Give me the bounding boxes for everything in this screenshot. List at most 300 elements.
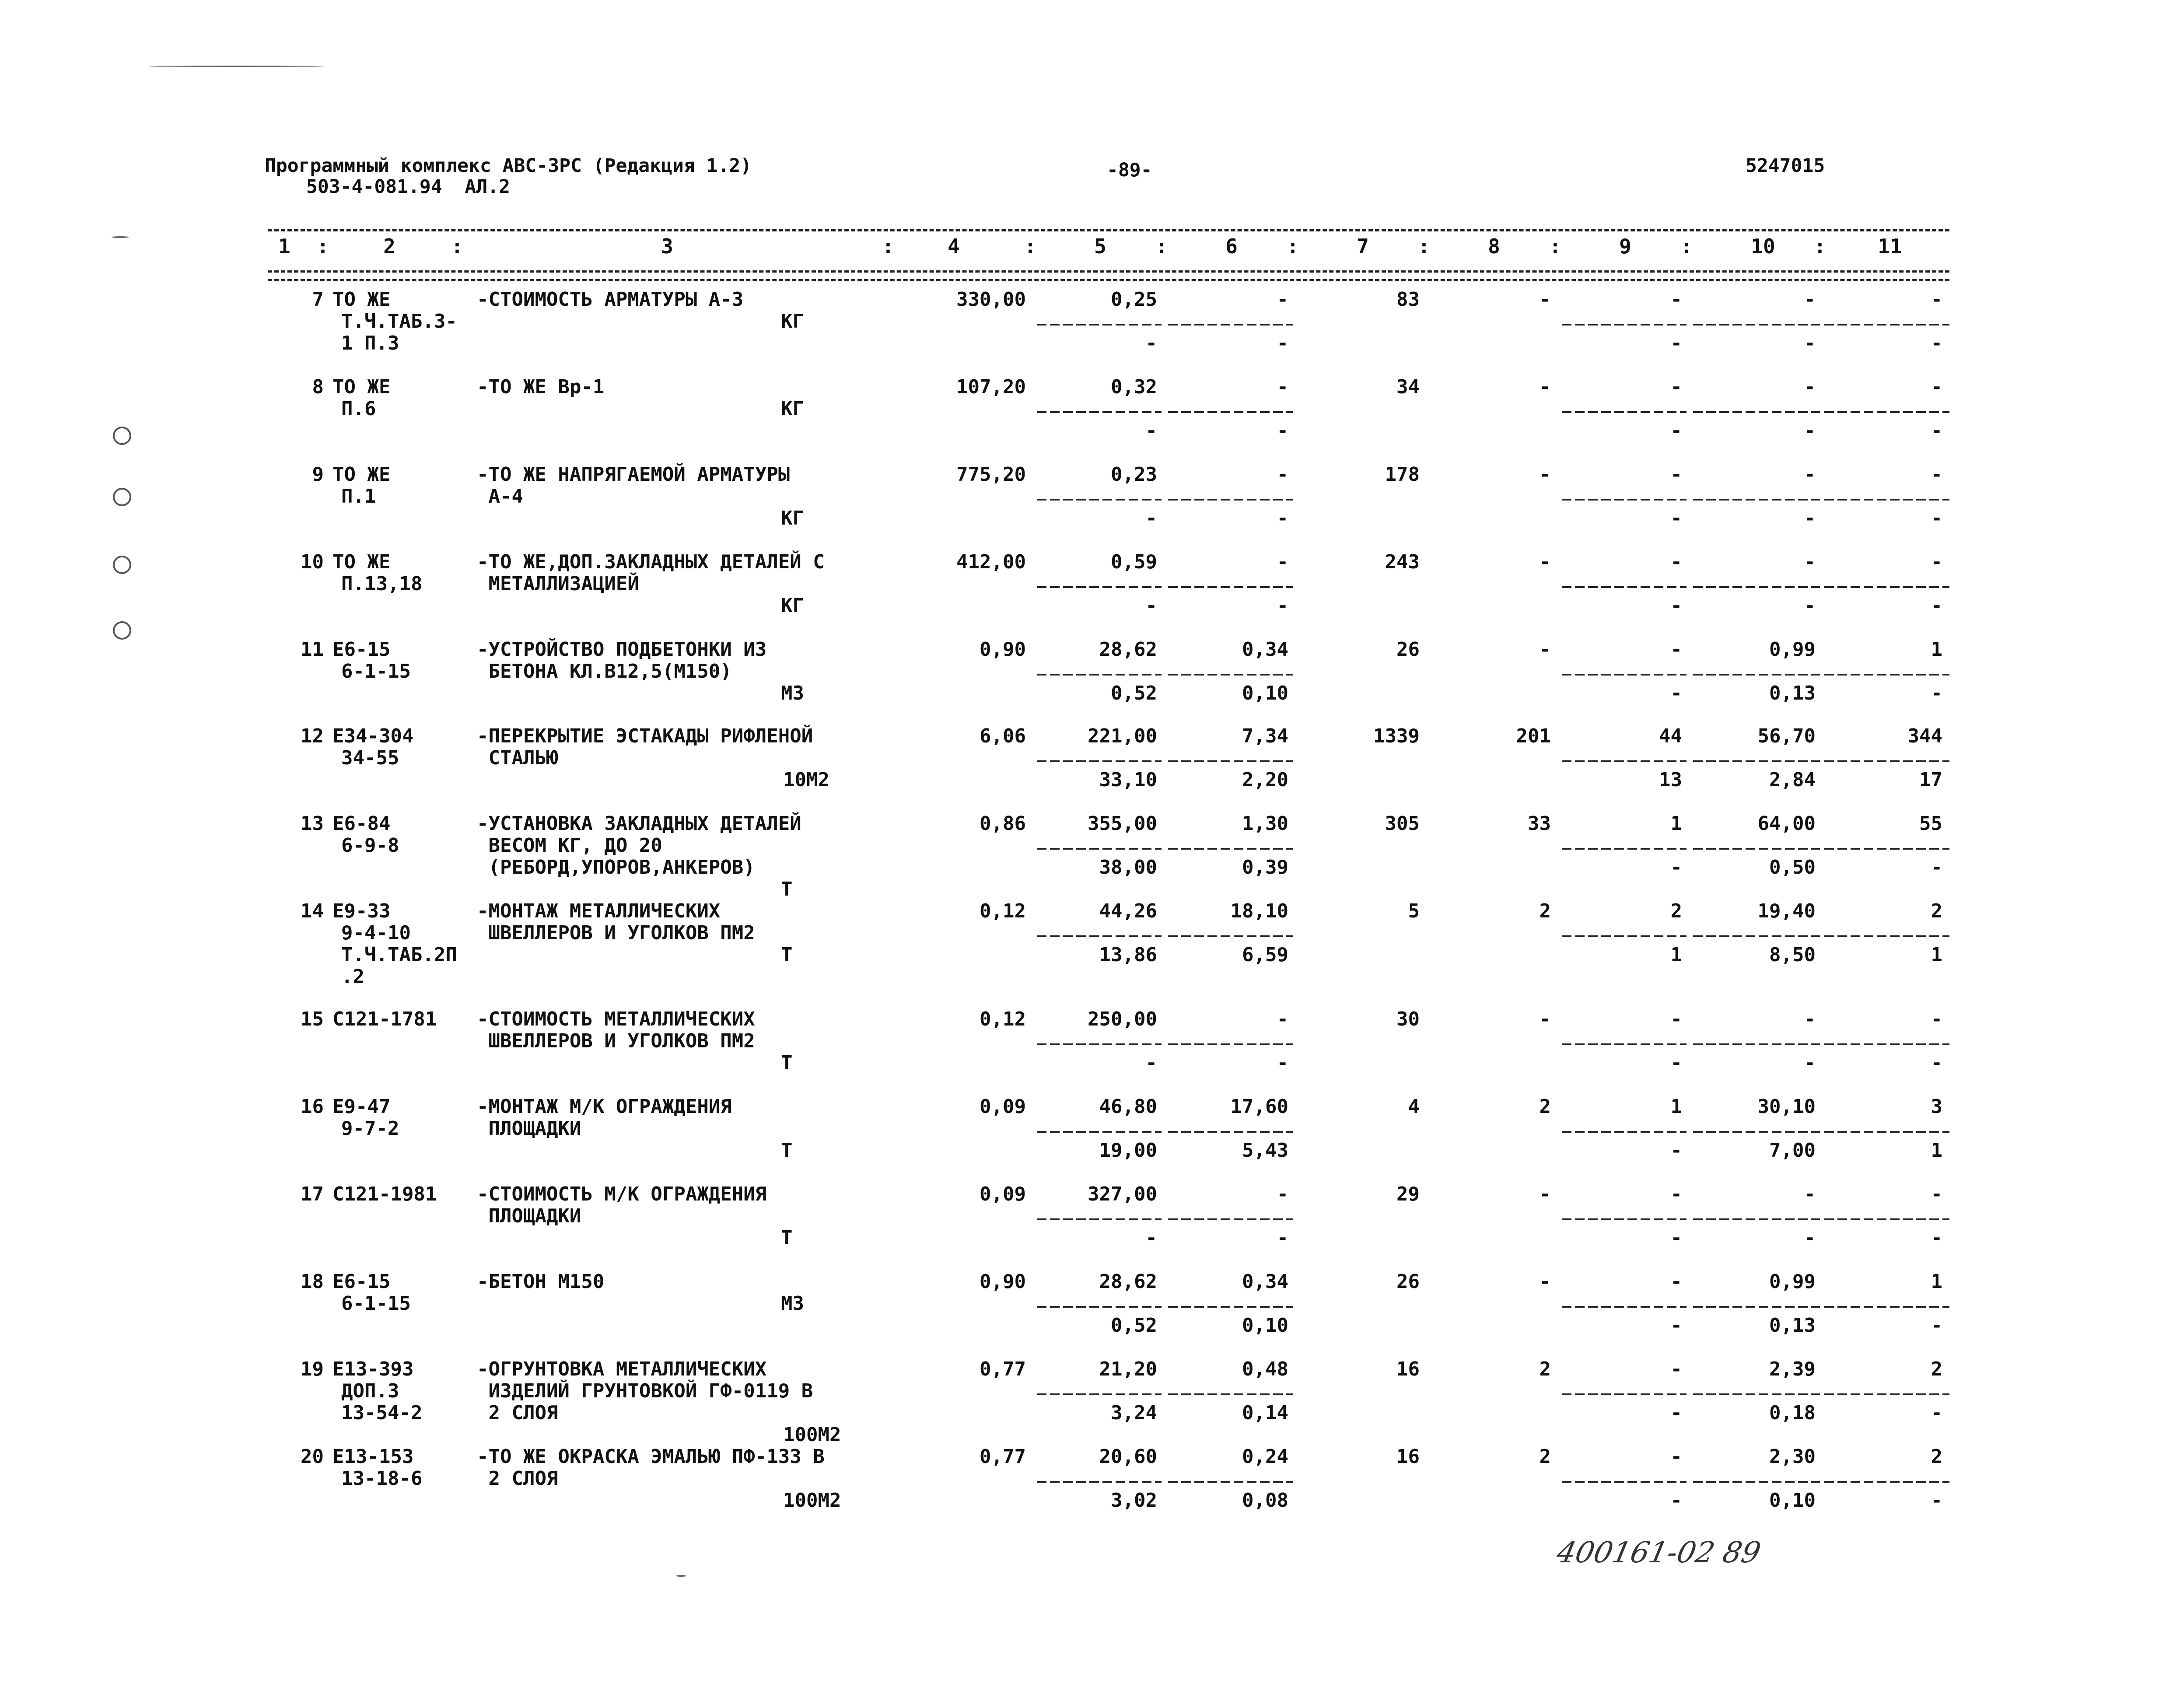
value-c10: 2,39 (1769, 1358, 1816, 1380)
value-c5b: 0,52 (1111, 1314, 1157, 1337)
value-c6: - (1277, 551, 1288, 573)
value-c10b: 0,10 (1769, 1489, 1816, 1512)
value-c11: - (1931, 1008, 1942, 1030)
binding-hole (113, 556, 131, 574)
value-c10: 2,30 (1769, 1446, 1816, 1468)
value-c7: 83 (1396, 288, 1420, 311)
value-c5b: - (1145, 507, 1157, 529)
value-c7: 16 (1396, 1358, 1420, 1380)
norm-code: ТО ЖЕ (332, 551, 391, 573)
work-description: ПЛОЩАДКИ (477, 1117, 581, 1140)
norm-code: 9-7-2 (341, 1117, 399, 1140)
table-row (0, 725, 2180, 813)
work-description: -МОНТАЖ МЕТАЛЛИЧЕСКИХ (477, 900, 721, 922)
value-c9b: - (1670, 332, 1682, 354)
value-c6b: - (1277, 1052, 1288, 1074)
row-number: 14 (301, 900, 324, 922)
value-c9b: - (1670, 682, 1682, 704)
row-number: 7 (312, 288, 324, 311)
value-c10: 64,00 (1757, 812, 1816, 835)
value-c5b: 19,00 (1099, 1139, 1157, 1162)
value-qty: 0,86 (980, 812, 1026, 835)
norm-code: С121-1781 (332, 1008, 437, 1030)
work-description: ШВЕЛЛЕРОВ И УГОЛКОВ ПМ2 (477, 1030, 755, 1052)
value-c9: 44 (1659, 725, 1682, 747)
value-c11b: - (1931, 1227, 1942, 1249)
value-c10b: 7,00 (1769, 1139, 1816, 1162)
value-c5b: 0,52 (1111, 682, 1157, 704)
value-c9b: 13 (1659, 769, 1682, 791)
value-qty: 775,20 (956, 463, 1026, 486)
work-description: 2 СЛОЯ (477, 1402, 558, 1424)
column-separator: : (1155, 234, 1168, 258)
column-header-6: 6 (1225, 234, 1238, 258)
value-c8: 33 (1528, 812, 1551, 835)
value-qty: 0,12 (980, 1008, 1026, 1030)
value-c9b: - (1670, 1402, 1682, 1424)
fraction-lines (0, 289, 2180, 376)
norm-code: ДОП.3 (341, 1380, 399, 1402)
value-c9b: - (1670, 1052, 1682, 1074)
unit-of-measure: М3 (781, 682, 804, 704)
value-c7: 26 (1396, 638, 1420, 661)
value-c11: - (1931, 1183, 1942, 1205)
work-description: -УСТАНОВКА ЗАКЛАДНЫХ ДЕТАЛЕЙ (477, 812, 801, 835)
unit-of-measure: Т (781, 1227, 793, 1249)
row-number: 8 (312, 376, 324, 398)
norm-code: Е6-84 (332, 812, 391, 835)
fraction-lines (0, 639, 2180, 726)
value-c11b: - (1931, 1052, 1942, 1074)
value-c6b: 5,43 (1242, 1139, 1288, 1162)
value-c9: 1 (1670, 1096, 1682, 1118)
value-c7: 4 (1408, 1096, 1420, 1118)
norm-code: .2 (341, 966, 364, 988)
work-description: МЕТАЛЛИЗАЦИЕЙ (477, 573, 639, 595)
value-c10: 30,10 (1757, 1096, 1816, 1118)
value-qty: 0,09 (980, 1096, 1026, 1118)
value-c9b: - (1670, 1227, 1682, 1249)
value-c5b: 33,10 (1099, 769, 1157, 791)
value-c9: - (1670, 376, 1682, 398)
column-separator: : (1287, 234, 1299, 258)
value-c6: - (1277, 288, 1288, 311)
value-c11b: - (1931, 682, 1942, 704)
value-qty: 107,20 (956, 376, 1026, 398)
column-header-9: 9 (1619, 234, 1631, 258)
value-c8: - (1539, 1183, 1551, 1205)
value-c8: - (1539, 551, 1551, 573)
column-header-1: 1 (278, 234, 290, 258)
value-c6b: 0,14 (1242, 1402, 1288, 1424)
value-c5b: 13,86 (1099, 944, 1157, 966)
row-number: 11 (301, 638, 324, 661)
value-c6: 17,60 (1230, 1096, 1288, 1118)
table-row (0, 376, 2180, 464)
norm-code: 9-4-10 (341, 922, 411, 944)
value-c5b: - (1145, 1227, 1157, 1249)
value-c6: - (1277, 1008, 1288, 1030)
value-c8: - (1539, 638, 1551, 661)
fraction-lines (0, 376, 2180, 464)
norm-code: ТО ЖЕ (332, 376, 391, 398)
norm-code: 13-54-2 (341, 1402, 423, 1424)
row-number: 10 (301, 551, 324, 573)
norm-code: Е13-393 (332, 1358, 414, 1380)
value-c9b: - (1670, 595, 1682, 617)
binding-hole (113, 621, 131, 640)
value-c10: - (1804, 463, 1816, 486)
value-c6: 7,34 (1242, 725, 1288, 747)
unit-of-measure: Т (781, 878, 793, 900)
value-c8: - (1539, 376, 1551, 398)
row-number: 20 (301, 1446, 324, 1468)
program-title: Программный комплекс АВС-3РС (Редакция 1.2) (265, 155, 752, 177)
document-number: 5247015 (1746, 155, 1825, 177)
value-c7: 34 (1396, 376, 1420, 398)
value-c10: - (1804, 376, 1816, 398)
work-description: -ТО ЖЕ НАПРЯГАЕМОЙ АРМАТУРЫ (477, 463, 790, 486)
value-c11: 55 (1919, 812, 1942, 835)
column-separator: : (1814, 234, 1826, 258)
column-header-10: 10 (1751, 234, 1775, 258)
value-c7: 1339 (1373, 725, 1420, 747)
work-description: -ТО ЖЕ ОКРАСКА ЭМАЛЬЮ ПФ-133 В (477, 1446, 825, 1468)
value-c10: 0,99 (1769, 1270, 1816, 1293)
value-qty: 0,90 (980, 1270, 1026, 1293)
work-description: ПЛОЩАДКИ (477, 1205, 581, 1227)
work-description: БЕТОНА КЛ.В12,5(М150) (477, 660, 732, 682)
table-row (0, 289, 2180, 376)
row-number: 16 (301, 1096, 324, 1118)
value-c11: 344 (1907, 725, 1942, 747)
value-c10b: - (1804, 1227, 1816, 1249)
unit-of-measure: Т (781, 944, 793, 966)
table-header-rule (268, 270, 1949, 273)
column-separator: : (1024, 234, 1036, 258)
value-c11b: - (1931, 332, 1942, 354)
value-c6: 0,34 (1242, 1270, 1288, 1293)
value-c5: 28,62 (1099, 638, 1157, 661)
value-c8: - (1539, 1270, 1551, 1293)
value-c10b: - (1804, 595, 1816, 617)
fraction-lines (0, 900, 2180, 988)
value-c10: 0,99 (1769, 638, 1816, 661)
column-separator: : (882, 234, 894, 258)
value-c6b: 0,10 (1242, 1314, 1288, 1337)
value-c11: - (1931, 288, 1942, 311)
row-number: 9 (312, 463, 324, 486)
value-c11b: 1 (1931, 944, 1942, 966)
value-qty: 6,06 (980, 725, 1026, 747)
value-c6b: 0,10 (1242, 682, 1288, 704)
table-row (0, 1096, 2180, 1183)
column-header-7: 7 (1357, 234, 1369, 258)
value-qty: 412,00 (956, 551, 1026, 573)
value-c9b: - (1670, 507, 1682, 529)
value-qty: 0,90 (980, 638, 1026, 661)
value-c5b: 3,24 (1111, 1402, 1157, 1424)
value-c9: - (1670, 1270, 1682, 1293)
value-c9: - (1670, 1183, 1682, 1205)
row-number: 13 (301, 812, 324, 835)
value-c9b: - (1670, 1139, 1682, 1162)
value-c11b: - (1931, 1489, 1942, 1512)
column-separator: : (451, 234, 463, 258)
value-qty: 0,09 (980, 1183, 1026, 1205)
table-row (0, 813, 2180, 900)
unit-of-measure: 100М2 (783, 1424, 841, 1446)
value-c9b: - (1670, 1489, 1682, 1512)
value-c11b: - (1931, 1402, 1942, 1424)
value-c9: - (1670, 551, 1682, 573)
value-c5: 250,00 (1088, 1008, 1157, 1030)
norm-code: Е13-153 (332, 1446, 414, 1468)
fraction-lines (0, 464, 2180, 551)
value-c9: - (1670, 288, 1682, 311)
row-number: 18 (301, 1270, 324, 1293)
value-c6b: 6,59 (1242, 944, 1288, 966)
value-c5: 20,60 (1099, 1446, 1157, 1468)
value-c10: 19,40 (1757, 900, 1816, 922)
work-description: -МОНТАЖ М/К ОГРАЖДЕНИЯ (477, 1096, 732, 1118)
value-c8: 2 (1539, 900, 1551, 922)
value-c7: 243 (1385, 551, 1420, 573)
work-description: (РЕБОРД,УПОРОВ,АНКЕРОВ) (477, 856, 755, 878)
value-c10b: 0,13 (1769, 682, 1816, 704)
value-c10: - (1804, 1183, 1816, 1205)
value-c11: - (1931, 376, 1942, 398)
value-c6: 0,34 (1242, 638, 1288, 661)
handwritten-page: 89 (1720, 1536, 1764, 1569)
column-header-4: 4 (948, 234, 960, 258)
work-description: А-4 (477, 485, 523, 508)
value-c8: 2 (1539, 1358, 1551, 1380)
work-description: -СТОИМОСТЬ АРМАТУРЫ А-3 (477, 288, 744, 311)
norm-code: 6-9-8 (341, 834, 399, 857)
work-description: -ОГРУНТОВКА МЕТАЛЛИЧЕСКИХ (477, 1358, 767, 1380)
value-c8: - (1539, 463, 1551, 486)
unit-of-measure: КГ (781, 398, 804, 420)
value-c5: 46,80 (1099, 1096, 1157, 1118)
value-c5: 327,00 (1088, 1183, 1157, 1205)
work-description: СТАЛЬЮ (477, 747, 558, 769)
handwritten-code: 400161-02 (1554, 1536, 1718, 1569)
work-description: -ПЕРЕКРЫТИЕ ЭСТАКАДЫ РИФЛЕНОЙ (477, 725, 813, 747)
column-separator: : (317, 234, 329, 258)
work-description: -СТОИМОСТЬ МЕТАЛЛИЧЕСКИХ (477, 1008, 755, 1030)
value-c11b: - (1931, 595, 1942, 617)
value-c11: 2 (1931, 1446, 1942, 1468)
column-separator: : (1418, 234, 1430, 258)
value-c6b: 0,39 (1242, 856, 1288, 878)
fraction-lines (0, 551, 2180, 639)
value-c8: 2 (1539, 1096, 1551, 1118)
value-qty: 0,77 (980, 1446, 1026, 1468)
norm-code: 34-55 (341, 747, 399, 769)
value-c7: 26 (1396, 1270, 1420, 1293)
scan-mark (112, 236, 129, 238)
table-row (0, 551, 2180, 639)
norm-code: Т.Ч.ТАБ.3- (341, 310, 457, 332)
value-c5b: - (1145, 1052, 1157, 1074)
value-c7: 5 (1408, 900, 1420, 922)
value-c9b: - (1670, 1314, 1682, 1337)
work-description: -ТО ЖЕ Вр-1 (477, 376, 605, 398)
value-c6b: - (1277, 420, 1288, 442)
page-number: -89- (1107, 159, 1152, 181)
handwritten-signature (1554, 1536, 1764, 1569)
value-c5: 0,23 (1111, 463, 1157, 486)
value-c5b: - (1145, 595, 1157, 617)
value-c11: - (1931, 463, 1942, 486)
value-c7: 178 (1385, 463, 1420, 486)
table-row (0, 900, 2180, 988)
value-c5: 0,25 (1111, 288, 1157, 311)
work-description: 2 СЛОЯ (477, 1467, 558, 1490)
value-c10b: 8,50 (1769, 944, 1816, 966)
value-c8: - (1539, 288, 1551, 311)
value-c11: 3 (1931, 1096, 1942, 1118)
unit-of-measure: 10М2 (783, 769, 829, 791)
value-c6: - (1277, 463, 1288, 486)
table-row (0, 1183, 2180, 1271)
value-c5: 355,00 (1088, 812, 1157, 835)
value-c11b: 1 (1931, 1139, 1942, 1162)
value-c10b: 2,84 (1769, 769, 1816, 791)
value-c9: 2 (1670, 900, 1682, 922)
value-c10b: - (1804, 332, 1816, 354)
value-c6: 1,30 (1242, 812, 1288, 835)
row-number: 19 (301, 1358, 324, 1380)
norm-code: Е6-15 (332, 638, 391, 661)
table-row (0, 1271, 2180, 1358)
norm-code: П.6 (341, 398, 376, 420)
value-c5: 44,26 (1099, 900, 1157, 922)
value-c10b: 0,50 (1769, 856, 1816, 878)
column-header-2: 2 (383, 234, 395, 258)
value-c6b: - (1277, 507, 1288, 529)
unit-of-measure: Т (781, 1139, 793, 1162)
value-c6: - (1277, 1183, 1288, 1205)
value-c6: 0,24 (1242, 1446, 1288, 1468)
value-c5: 0,32 (1111, 376, 1157, 398)
norm-code: Е9-47 (332, 1096, 391, 1118)
value-c9: 1 (1670, 812, 1682, 835)
unit-of-measure: 100М2 (783, 1489, 841, 1512)
value-c9: - (1670, 638, 1682, 661)
column-header-3: 3 (661, 234, 673, 258)
value-c11: 2 (1931, 900, 1942, 922)
norm-code: ТО ЖЕ (332, 463, 391, 486)
table-top-rule (268, 229, 1949, 231)
norm-code: 6-1-15 (341, 660, 411, 682)
fraction-lines (0, 1271, 2180, 1358)
value-c9: - (1670, 1358, 1682, 1380)
value-c11b: - (1931, 420, 1942, 442)
binding-hole (113, 488, 131, 506)
value-c5b: 3,02 (1111, 1489, 1157, 1512)
norm-code: П.13,18 (341, 573, 423, 595)
value-qty: 0,12 (980, 900, 1026, 922)
scan-mark (149, 66, 324, 67)
value-c10: - (1804, 1008, 1816, 1030)
value-c8: 2 (1539, 1446, 1551, 1468)
unit-of-measure: КГ (781, 507, 804, 529)
value-c9b: 1 (1670, 944, 1682, 966)
value-c9: - (1670, 1008, 1682, 1030)
work-description: ШВЕЛЛЕРОВ И УГОЛКОВ ПМ2 (477, 922, 755, 944)
column-separator: : (1549, 234, 1561, 258)
value-c10b: 0,18 (1769, 1402, 1816, 1424)
value-c9: - (1670, 463, 1682, 486)
norm-code: Е34-304 (332, 725, 414, 747)
value-c5: 28,62 (1099, 1270, 1157, 1293)
norm-code: С121-1981 (332, 1183, 437, 1205)
value-c10: - (1804, 288, 1816, 311)
value-qty: 0,77 (980, 1358, 1026, 1380)
value-c7: 30 (1396, 1008, 1420, 1030)
norm-code: ТО ЖЕ (332, 288, 391, 311)
row-number: 17 (301, 1183, 324, 1205)
value-c11: 1 (1931, 1270, 1942, 1293)
row-number: 12 (301, 725, 324, 747)
norm-code: П.1 (341, 485, 376, 508)
work-description: -БЕТОН М150 (477, 1270, 605, 1293)
fraction-lines (0, 1358, 2180, 1446)
value-c5: 21,20 (1099, 1358, 1157, 1380)
work-description: ВЕСОМ КГ, ДО 20 (477, 834, 662, 857)
value-c6b: - (1277, 332, 1288, 354)
value-c11b: - (1931, 1314, 1942, 1337)
fraction-lines (0, 1446, 2180, 1533)
norm-code: 1 П.3 (341, 332, 399, 354)
table-row (0, 639, 2180, 726)
table-row (0, 464, 2180, 551)
value-c6b: 0,08 (1242, 1489, 1288, 1512)
value-c5b: 38,00 (1099, 856, 1157, 878)
norm-code: 6-1-15 (341, 1292, 411, 1315)
value-c6: - (1277, 376, 1288, 398)
norm-code: 13-18-6 (341, 1467, 423, 1490)
value-c7: 16 (1396, 1446, 1420, 1468)
value-c7: 305 (1385, 812, 1420, 835)
value-c9: - (1670, 1446, 1682, 1468)
value-c7: 29 (1396, 1183, 1420, 1205)
value-c11: 1 (1931, 638, 1942, 661)
value-c11b: 17 (1919, 769, 1942, 791)
binding-hole (113, 427, 131, 445)
unit-of-measure: Т (781, 1052, 793, 1074)
norm-code: Т.Ч.ТАБ.2П (341, 944, 457, 966)
work-description: ИЗДЕЛИЙ ГРУНТОВКОЙ ГФ-0119 В (477, 1380, 813, 1402)
value-c6: 0,48 (1242, 1358, 1288, 1380)
value-c10: - (1804, 551, 1816, 573)
value-c10b: - (1804, 420, 1816, 442)
value-c9b: - (1670, 856, 1682, 878)
value-c5: 0,59 (1111, 551, 1157, 573)
value-c6b: 2,20 (1242, 769, 1288, 791)
work-description: -ТО ЖЕ,ДОП.ЗАКЛАДНЫХ ДЕТАЛЕЙ С (477, 551, 825, 573)
column-header-8: 8 (1488, 234, 1500, 258)
table-row (0, 1008, 2180, 1096)
value-c10b: 0,13 (1769, 1314, 1816, 1337)
value-c11: - (1931, 551, 1942, 573)
value-c10b: - (1804, 1052, 1816, 1074)
value-c5: 221,00 (1088, 725, 1157, 747)
value-c6b: - (1277, 595, 1288, 617)
value-c8: 201 (1516, 725, 1551, 747)
